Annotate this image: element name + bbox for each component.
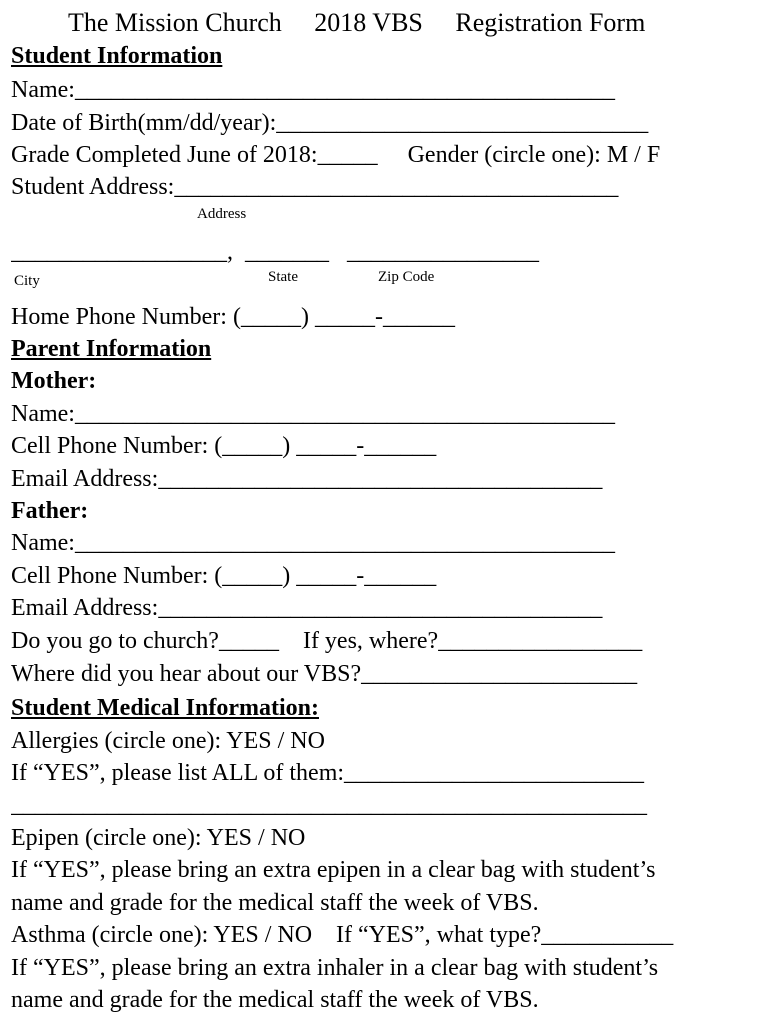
asthma-note-line-1: If “YES”, please bring an extra inhaler in a clear bag with student’s xyxy=(11,955,659,981)
student-address-field[interactable]: Student Address:_____________________________________ xyxy=(11,174,619,200)
allergies-continuation-field[interactable]: _____________________________________________________ xyxy=(11,792,647,818)
father-name-field[interactable]: Name:_____________________________________________ xyxy=(11,530,615,556)
state-caption: State xyxy=(268,269,298,285)
zip-code-caption: Zip Code xyxy=(378,269,435,285)
mother-email-field[interactable]: Email Address:_____________________________________ xyxy=(11,466,603,492)
father-label: Father: xyxy=(11,498,89,524)
father-email-field[interactable]: Email Address:_____________________________________ xyxy=(11,595,603,621)
student-information-heading: Student Information xyxy=(11,43,223,69)
father-cell-phone-field[interactable]: Cell Phone Number: (_____) _____-______ xyxy=(11,563,437,589)
date-of-birth-field[interactable]: Date of Birth(mm/dd/year):_______________________________ xyxy=(11,110,649,136)
epipen-choice[interactable]: Epipen (circle one): YES / NO xyxy=(11,825,306,851)
epipen-note-line-1: If “YES”, please bring an extra epipen in a clear bag with student’s xyxy=(11,857,656,883)
parent-information-heading: Parent Information xyxy=(11,336,212,362)
church-attendance-field[interactable]: Do you go to church?_____ If yes, where?_________________ xyxy=(11,628,643,654)
mother-label: Mother: xyxy=(11,368,97,394)
epipen-note-line-2: name and grade for the medical staff the week of VBS. xyxy=(11,890,539,916)
asthma-field[interactable]: Asthma (circle one): YES / NO If “YES”, what type?___________ xyxy=(11,922,674,948)
student-name-field[interactable]: Name:_____________________________________________ xyxy=(11,77,615,103)
mother-name-field[interactable]: Name:_____________________________________________ xyxy=(11,401,615,427)
medical-information-heading: Student Medical Information: xyxy=(11,695,319,721)
allergies-list-field[interactable]: If “YES”, please list ALL of them:_________________________ xyxy=(11,760,645,786)
home-phone-field[interactable]: Home Phone Number: (_____) _____-______ xyxy=(11,304,455,330)
city-caption: City xyxy=(14,273,40,289)
asthma-note-line-2: name and grade for the medical staff the week of VBS. xyxy=(11,987,539,1013)
mother-cell-phone-field[interactable]: Cell Phone Number: (_____) _____-______ xyxy=(11,433,437,459)
allergies-choice[interactable]: Allergies (circle one): YES / NO xyxy=(11,728,325,754)
city-state-zip-field[interactable]: __________________, _______ ________________ xyxy=(11,239,539,265)
address-caption: Address xyxy=(197,206,247,222)
vbs-referral-field[interactable]: Where did you hear about our VBS?_______________________ xyxy=(11,661,638,687)
document-title: The Mission Church 2018 VBS Registration Form xyxy=(68,8,646,37)
grade-gender-field[interactable]: Grade Completed June of 2018:_____ Gender (circle one): M / F xyxy=(11,142,661,168)
